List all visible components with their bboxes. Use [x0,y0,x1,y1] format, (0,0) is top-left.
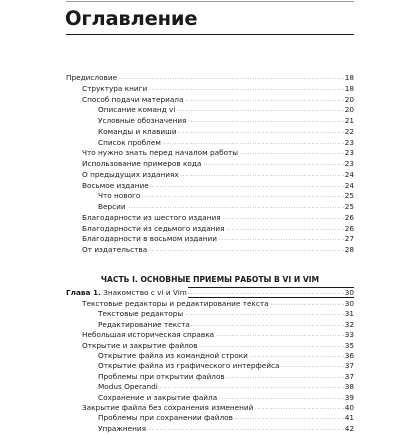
toc-entry-page: 28 [344,245,354,254]
toc-entry-page: 37 [344,361,354,371]
toc-entry-label: Что нужно знать перед началом работы [82,148,239,158]
toc-entry[interactable] [66,104,354,115]
toc-entry[interactable] [66,83,354,94]
toc-entry[interactable] [66,329,354,340]
toc-entry-page: 18 [344,83,354,93]
toc-entry-page: 39 [344,392,354,402]
toc-entry-page: 22 [344,126,354,136]
toc-entry[interactable] [66,412,354,423]
toc-entry-page: 31 [344,309,354,319]
toc-entry[interactable] [66,72,354,83]
toc-entry[interactable] [66,115,354,126]
toc-entry[interactable] [66,126,354,137]
toc-entry[interactable] [66,190,354,201]
toc-entry-label: Команды и клавиши [98,126,177,136]
toc-entry-label: Проблемы при сохранении файлов [98,413,233,423]
toc-entry-page: 18 [344,73,354,82]
toc-entry[interactable] [66,360,354,371]
toc-entry-page: 40 [344,403,354,412]
toc-entry-label: Modus Operandi [98,382,158,392]
toc-entry[interactable] [66,180,354,191]
toc-entry[interactable] [66,381,354,392]
toc-entry[interactable] [66,392,354,403]
toc-entry-label: Благодарности из седьмого издания [82,223,225,233]
toc-entry-page: 30 [344,299,354,308]
chapter-title: Знакомство с vi и Vim [100,288,187,297]
toc-entry-label: Текстовые редакторы и редактирование текста [82,299,269,308]
toc-entry-page: 25 [344,202,354,211]
chapter-page: 30 [344,288,354,297]
toc-entry-page: 24 [344,180,354,190]
toc-entry[interactable] [66,319,354,330]
toc-entry-label: Упражнения [98,423,147,433]
toc-entry-label: Благодарности из шестого издания [82,212,221,222]
toc-entry-label: О предыдущих изданиях [82,169,179,179]
toc-entry-page: 26 [344,212,354,222]
chapter-prefix: Глава 1. [66,288,101,297]
toc-entry[interactable] [66,212,354,223]
toc-entry-label: Восьмое издание [82,180,149,190]
toc-entry-label: Проблемы при открытии файлов [98,371,225,381]
toc-entry-label: Открытие и закрытие файлов [82,340,198,350]
toc-entry-page: 26 [344,223,354,233]
toc-entry-label: Закрытие файла без сохранения изменений [82,403,254,412]
toc-entry-page: 38 [344,382,354,392]
chapter-entry[interactable] [66,287,354,298]
toc-entry[interactable] [66,201,354,212]
toc-entry-label: Текстовые редакторы [98,309,184,319]
toc-entry-page: 32 [344,319,354,329]
toc-entry-page: 37 [344,371,354,381]
toc-entry-label: Предисловие [66,73,118,82]
toc-entry-label: Способ подачи материала [82,94,184,104]
toc-entry-page: 42 [344,423,354,433]
toc-entry-page: 27 [344,234,354,244]
toc-entry-label: Использование примеров кода [82,159,202,168]
toc-entry[interactable] [66,308,354,319]
toc-entry-page: 33 [344,330,354,340]
toc-entry-page: 20 [344,105,354,115]
toc-entry[interactable] [66,137,354,148]
toc-entry-label: Открытие файла из командной строки [98,351,248,360]
toc-entry[interactable] [66,233,354,244]
toc-entry[interactable] [66,169,354,180]
toc-entry-label: Версии [98,202,126,211]
toc-entry[interactable] [66,94,354,105]
toc-entry-page: 23 [344,159,354,168]
toc-entry-page: 20 [344,94,354,104]
toc-entry[interactable] [66,340,354,351]
toc-entry[interactable] [66,223,354,234]
toc-entry[interactable] [66,402,354,413]
toc-entry-label: Список проблем [98,137,161,147]
toc-entry-label: Сохранение и закрытие файла [98,392,218,402]
toc-entry-label: Редактирование текста [98,319,190,329]
toc-entry-label: Благодарности в восьмом издании [82,234,218,244]
leader-dots [98,201,344,212]
toc-entry-page: 25 [344,191,354,201]
page-title: Оглавление [65,7,198,30]
toc-entry[interactable] [66,371,354,382]
toc-entry[interactable] [66,298,354,309]
toc-entry-label: Открытие файла из графического интерфейса [98,361,280,371]
toc-entry-page: 21 [344,116,354,125]
toc-entry-page: 24 [344,169,354,179]
toc-entry[interactable] [66,350,354,361]
toc-entry-label: Условные обозначения [98,116,187,125]
toc-entry[interactable] [66,423,354,434]
toc-entry-label: От издательства [82,245,148,254]
toc-entry-page: 23 [344,137,354,147]
toc-entry-page: 36 [344,351,354,360]
toc-entry-label: Что нового [98,191,141,201]
toc-entry[interactable] [66,147,354,158]
toc-entry-page: 23 [344,148,354,158]
toc-entry-label: Структура книги [82,83,148,93]
toc-entry[interactable] [66,158,354,169]
toc-entry-page: 35 [344,340,354,350]
toc-entry-label: Небольшая историческая справка [82,330,215,340]
toc-entry[interactable] [66,244,354,255]
part-heading: ЧАСТЬ I. ОСНОВНЫЕ ПРИЕМЫ РАБОТЫ В VI И VIM [100,275,320,284]
toc-entry-page: 41 [344,413,354,423]
toc-entry-label: Описание команд vi [98,105,176,115]
